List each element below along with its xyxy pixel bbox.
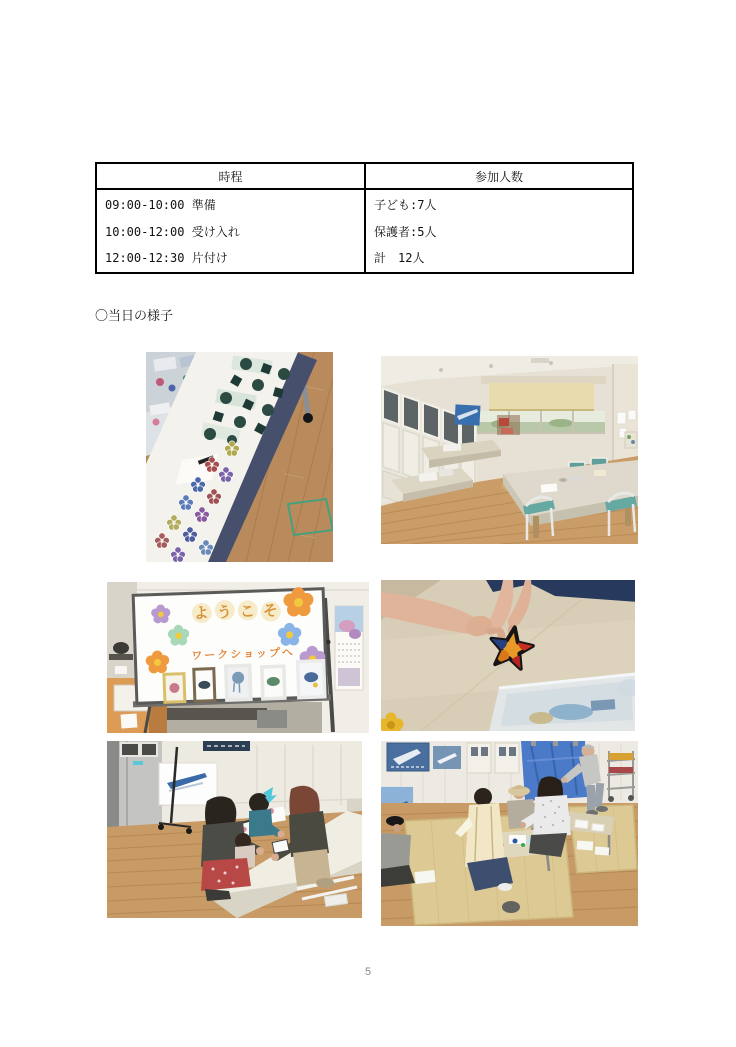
participants-line: 子ども:7人 (374, 198, 437, 212)
participants-line: 計 12人 (374, 251, 425, 265)
table-header-participants: 参加人数 (474, 169, 523, 184)
craft-table-illustration (146, 352, 333, 562)
schedule-table (95, 162, 634, 274)
floor-activity-illustration (381, 741, 638, 926)
schedule-line: 12:00-12:30 片付け (105, 251, 228, 265)
page-number: 5 (364, 966, 372, 978)
workshop-room-illustration (381, 356, 638, 544)
schedule-line: 10:00-12:00 受け入れ (105, 224, 240, 239)
table-activity-illustration (107, 741, 362, 918)
table-body-row (97, 190, 632, 272)
welcome-board-photo (107, 582, 369, 733)
section-heading: 〇当日の様子 (95, 309, 174, 324)
welcome-board-illustration (107, 582, 369, 733)
floor-activity-photo (381, 741, 638, 926)
starfish-craft-photo (381, 580, 635, 731)
starfish-craft-illustration (381, 580, 635, 731)
table-header-row (97, 164, 632, 190)
table-header-schedule: 時程 (97, 164, 366, 188)
participants-line: 保護者:5人 (374, 224, 437, 239)
participants-cell (366, 190, 632, 272)
board-welcome-text: ようこそ (193, 602, 287, 623)
schedule-cell (97, 190, 366, 272)
schedule-line: 09:00-10:00 準備 (105, 198, 216, 212)
craft-table-photo (146, 352, 333, 562)
board-workshop-text: ワークショップへ (191, 646, 296, 663)
workshop-room-photo (381, 356, 638, 544)
table-activity-photo (107, 741, 362, 918)
